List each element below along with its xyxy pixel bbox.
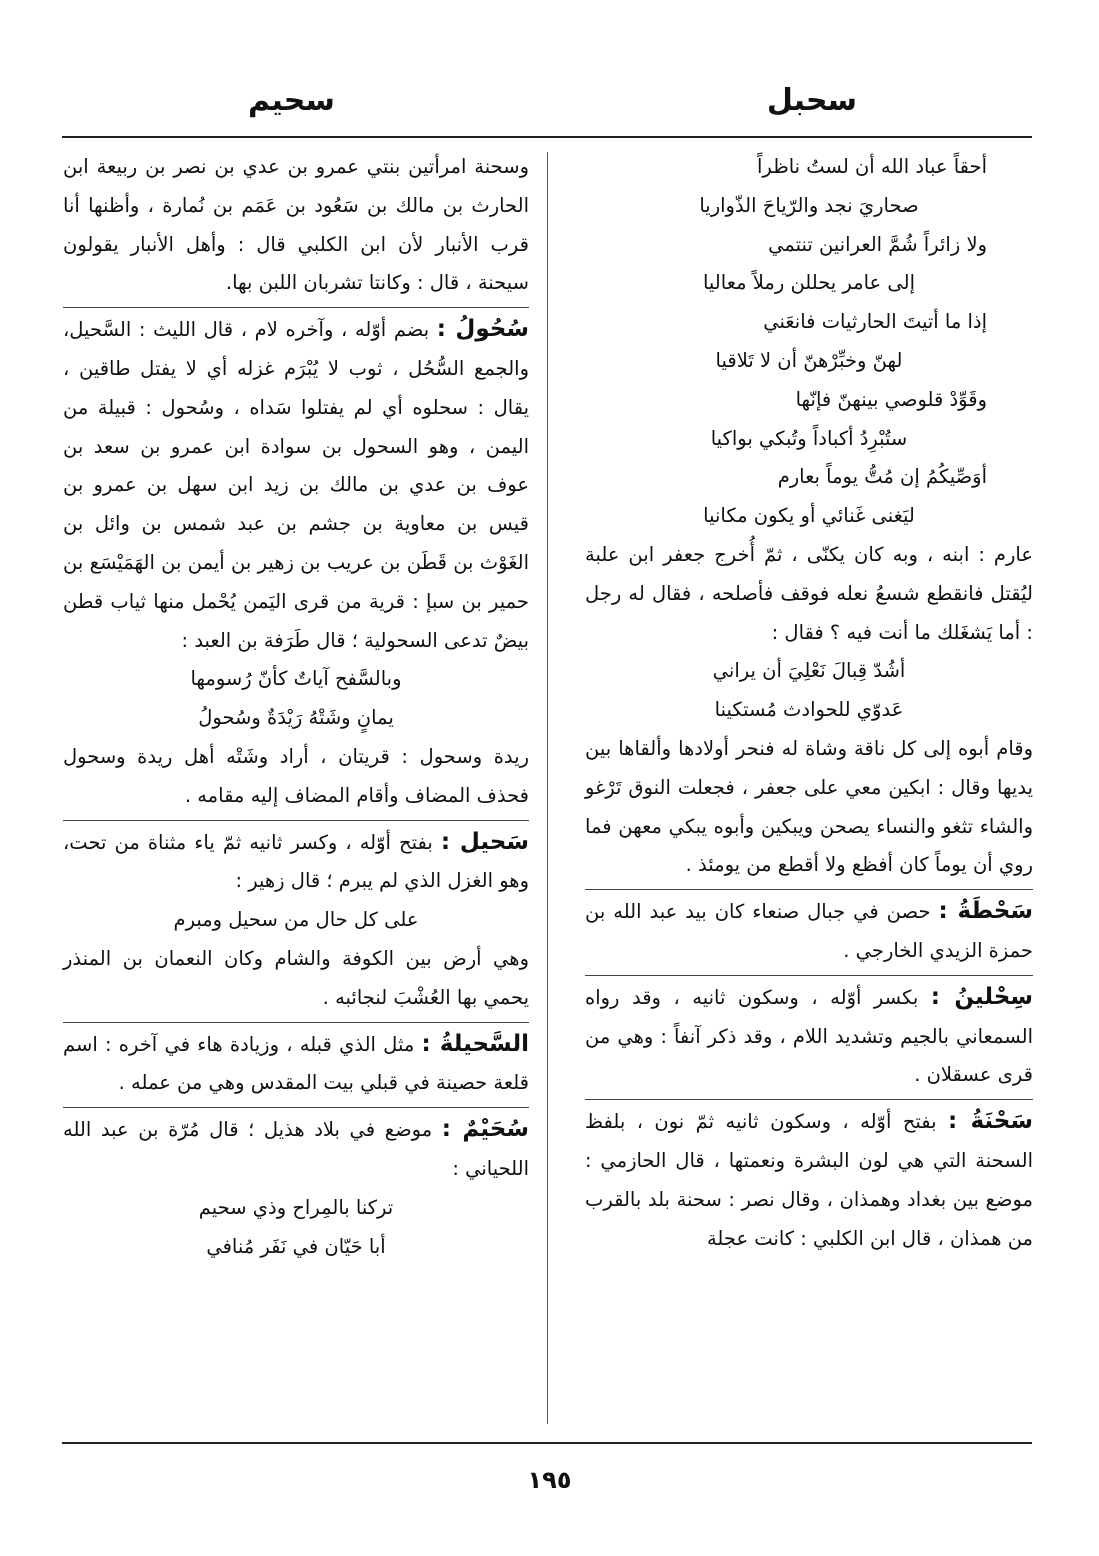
entry-headword: سُحَيْمٌ : — [441, 1116, 530, 1143]
entry-headword: سَحيل : — [440, 828, 529, 855]
prose-paragraph: وسحنة امرأتين بنتي عمرو بن عدي بن نصر بن ربيعة ابن الحارث بن مالك بن سَعُود بن عَمَم بن نُمارة ، وأظنها أنا قرب الأنبار لأن ابن الكلبي قال : وأهل الأنبار يقولون سيحنة ، قال : وكانتا تشربان اللبن بها. — [63, 155, 529, 295]
verse-line: أوَصِّيكُمُ إن مُتُّ يوماً بعارم — [777, 465, 987, 489]
verse-line: وقَوِّدْ قلوصي بينهنّ فإنّها — [795, 387, 987, 411]
footer-rule — [62, 1442, 1032, 1444]
header-rule — [62, 136, 1032, 138]
entry-definition: بكسر أوّله ، وسكون ثانيه ، وقد رواه السمعاني بالجيم وتشديد اللام ، وقد ذكر آنفاً : وهي من قرى عسقلان . — [585, 985, 1033, 1087]
verse-line: على كل حال من سحيل ومبرم — [173, 908, 419, 932]
right-column — [585, 148, 1033, 1258]
entry-headword: سِحْلينُ : — [930, 983, 1033, 1010]
verse-line: وبالسَّفح آياتٌ كأنّ رُسومها — [190, 667, 402, 691]
entry-definition: بضم أوّله ، وآخره لام ، قال الليث : السَّحيل، والجمع السُّحُل ، ثوب لا يُبْرَم غزله أي لا يفتل طاقين ، يقال : سحلوه أي لم يفتلوا سَداه ، وسُحول : قبيلة من اليمن ، وهو السحول بن سوادة ابن عمرو بن سعد بن عوف بن عدي بن مالك بن زيد ابن سهل بن عمرو بن قيس بن معاوية بن جشم بن عبد شمس بن وائل بن الغَوْث بن قَطَن بن عريب بن زهير بن أيمن بن الهَمَيْسَع بن حمير بن سبإ : قرية من قرى اليَمن يُحْمل منها ثياب قطن بيضٌ تدعى السحولية ؛ قال طَرَفة بن العبد : — [63, 318, 529, 652]
verse-line: أحقاً عباد الله أن لستُ ناظراً — [757, 155, 987, 178]
entry-headword: سَحْطَةُ : — [938, 898, 1033, 925]
entry-definition: بفتح أوّله ، وكسر ثانيه ثمّ ياء مثناة من تحت، وهو الغزل الذي لم يبرم ؛ قال زهير : — [63, 830, 529, 893]
entry-separator — [63, 1022, 529, 1023]
prose-paragraph: ريدة وسحول : قريتان ، أراد وشَتْه أهل ريدة وسحول فحذف المضاف وأقام المضاف إليه مقامه . — [63, 744, 529, 807]
prose-paragraph: وقام أبوه إلى كل ناقة وشاة له فنحر أولادها وألقاها بين يديها وقال : ابكين معي على جعفر ، فجعلت النوق تَرْغو والشاء تثغو والنساء يصحن ويبكين وأبوه يبكي معهن فما روي أن يوماً كان أفظع ولا أقطع من يومئذ . — [585, 736, 1033, 877]
entry-definition: بفتح أوّله ، وسكون ثانيه ثمّ نون ، بلفظ السحنة التي هي لون البشرة ونعمتها ، قال الحازمي : موضع بين بغداد وهمذان ، وقال نصر : سحنة بلد بالقرب من همذان ، قال ابن الكلبي : كانت عجلة — [585, 1110, 1033, 1250]
entry-definition: مثل الذي قبله ، وزيادة هاء في آخره : اسم قلعة حصينة في قبلي بيت المقدس وهي من عمله . — [63, 1032, 529, 1095]
page-number: ١٩٥ — [527, 1466, 572, 1494]
verse-line: أشُدّ قِبالَ نَعْلِيَ أن يراني — [712, 659, 906, 683]
verse-line: ستُبْرِدُ أكباداً وتُبكي بواكيا — [710, 426, 908, 450]
dictionary-entry — [585, 978, 1033, 1095]
entry-separator — [585, 975, 1033, 976]
dictionary-entry — [585, 892, 1033, 971]
verse-line: لهنّ وخبِّرْهنّ أن لا تَلاقيا — [715, 348, 903, 372]
dictionary-entry — [63, 823, 529, 902]
entry-separator — [585, 889, 1033, 890]
entry-definition: حصن في جبال صنعاء كان بيد عبد الله بن حمزة الزيدي الخارجي . — [585, 900, 1033, 962]
prose-paragraph: وهي أرض بين الكوفة والشام وكان النعمان بن المنذر يحمي بها العُشْبَ لنجائبه . — [63, 946, 529, 1009]
entry-separator — [585, 1099, 1033, 1100]
verse-line: ليَغنى غَنائي أو يكون مكانيا — [703, 504, 915, 528]
dictionary-entry — [585, 1102, 1033, 1258]
verse-line: صحاريَ نجد والرّياحَ الذّواريا — [699, 193, 919, 217]
verse-line: ولا زائراً شُمَّ العرانين تنتمي — [768, 232, 987, 256]
verse-line: أبا حَيّان في نَفَر مُنافي — [206, 1234, 386, 1258]
entry-headword: سَحْنَةُ : — [948, 1108, 1033, 1135]
dictionary-entry — [63, 1110, 529, 1189]
entry-separator — [63, 307, 529, 308]
entry-headword: سُحُولُ : — [436, 316, 530, 343]
dictionary-entry — [63, 310, 529, 660]
entry-separator — [63, 820, 529, 821]
entry-separator — [63, 1107, 529, 1108]
prose-paragraph: عارم : ابنه ، وبه كان يكنّى ، ثمّ أُخرج جعفر ابن علبة ليُقتل فانقطع شسعُ نعله فوقف فأصلحه ، فقال له رجل : أما يَشغَلك ما أنت فيه ؟ فقال : — [585, 542, 1033, 644]
verse-line: يمانٍ وشَتْهُ رَيْدَةٌ وسُحولُ — [198, 706, 394, 730]
running-head-left: سحيم — [248, 83, 335, 118]
verse-line: تركنا بالمِراح وذي سحيم — [198, 1195, 394, 1219]
dictionary-entry — [63, 1025, 529, 1104]
verse-line: إلى عامر يحللن رملاً معاليا — [702, 271, 915, 295]
verse-line: عَدوّي للحوادث مُستكينا — [714, 698, 904, 722]
entry-headword: السَّحيلةُ : — [421, 1030, 529, 1057]
verse-line: إذا ما أتيتَ الحارثيات فانعَني — [763, 310, 987, 334]
entry-definition: موضع في بلاد هذيل ؛ قال مُرّة بن عبد الله اللحياني : — [63, 1118, 529, 1180]
column-divider — [547, 152, 548, 1424]
running-head-right: سحبل — [766, 83, 857, 118]
left-column — [63, 148, 529, 1266]
